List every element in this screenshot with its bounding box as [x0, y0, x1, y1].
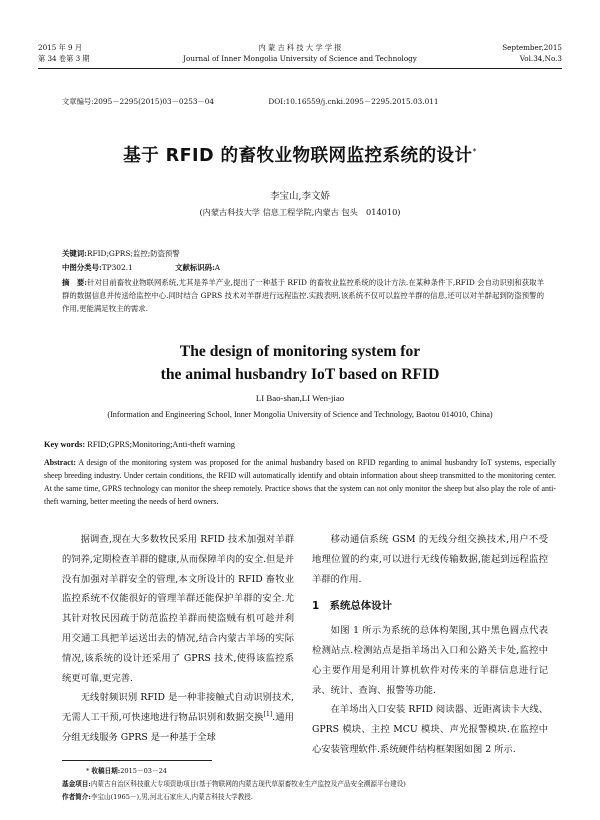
body-paragraph: 在羊场出入口安装 RFID 阅读器、近距离读卡大线、GPRS 模块、主控 MCU 模块、声光报警模块.在监控中心安装管理软件.系统硬件结构框架图如图 2 所示.	[312, 704, 548, 755]
body-column-left	[62, 530, 294, 748]
footnote-received	[86, 765, 167, 777]
fund-label: 基金项目:	[62, 780, 91, 788]
doc-code: A	[214, 263, 221, 272]
received-label: 收稿日期:	[91, 767, 121, 775]
header-date-cn: 2015 年 9 月	[38, 43, 83, 52]
keywords-en	[44, 440, 235, 449]
author-bio-label: 作者简介:	[62, 793, 91, 801]
authors-cn: 李宝山,李文娇	[269, 191, 331, 202]
paper-title-en-line1: The design of monitoring system for	[179, 343, 421, 360]
paper-title-cn	[0, 142, 600, 167]
header-divider	[38, 68, 562, 69]
doc-code-label: 文献标识码:	[175, 263, 215, 272]
paper-title-cn-text: 基于 RFID 的畜牧业物联网监控系统的设计	[123, 146, 473, 166]
fund-text: 内蒙古自治区科技重大专项资助项目(基于物联网的内蒙古现代草原畜牧业生产监控及产品安全溯源平台建设)	[90, 780, 406, 788]
citation-ref: [1]	[263, 711, 273, 719]
abstract-en-text: A design of the monitoring system was proposed for the animal husbandry based on RFID regarding to animal husbandry IoT systems, especially sheep breeding industry. Under certain conditions, the RFID will automatically identify and obtain information about sheep transmitted to the monitoring center. At the same time, GPRS technology can monitor the sheep remotely. Practice shows that the system can not only monitor the sheep but also play the role of anti-theft warning, better meeting the needs of herd owners.	[44, 458, 556, 506]
header-date-en: September,2015	[502, 43, 562, 52]
footnote-author	[62, 791, 253, 803]
abstract-cn-label: 摘 要:	[62, 278, 88, 287]
body-text: 无线射频识别 RFID 是一种非接触式自动识别技术,无需人工干预,可快速地进行物品识别和数据交换	[62, 692, 294, 724]
doi: DOI:10.16559/j.cnki.2095－2295.2015.03.011	[268, 97, 439, 106]
clc-label: 中图分类号:	[62, 263, 102, 272]
header-issue-en	[502, 42, 562, 64]
header-journal-name	[38, 42, 562, 64]
body-paragraph: 如图 1 所示为系统的总体构架图,其中黑色圆点代表检测站点.检测站点是指羊场出入口和公路关卡处,监控中心主要作用是利用计算机软件对传来的羊群信息进行记录、统计、查询、报警等功能.	[312, 625, 548, 696]
abstract-en-label: Abstract:	[44, 458, 76, 467]
body-column-right	[312, 530, 548, 760]
affiliation-cn: (内蒙古科技大学 信息工程学院,内蒙古 包头 014010)	[199, 207, 401, 217]
journal-name-cn: 内 蒙 古 科 技 大 学 学 报	[258, 43, 342, 52]
author-bio-text: 李宝山(1965－),男,河北石家庄人,内蒙古科技大学教授.	[90, 793, 253, 801]
paper-title-en-line2: the animal husbandry IoT based on RFID	[160, 366, 440, 383]
keywords-en-label: Key words:	[44, 440, 86, 449]
body-text: .通用分组无线服务 GPRS 是一种基于全球	[62, 712, 294, 743]
paper-title-en	[0, 340, 600, 386]
article-number: 文章编号:2095－2295(2015)03－0253－04	[62, 97, 215, 106]
header-volume-en: Vol.34,No.3	[519, 54, 562, 63]
footnote-fund	[62, 778, 406, 790]
keywords-cn-text: RFID;GPRS;监控;防盗预警	[86, 249, 180, 258]
footnote-mark: *	[86, 767, 90, 775]
body-paragraph: 移动通信系统 GSM 的无线分组交换技术,用户不受地理位置的约束,可以进行无线传输数据,能起到远程监控羊群的作用.	[312, 534, 548, 585]
header-volume-cn: 第 34 卷第 3 期	[38, 54, 90, 63]
body-paragraph	[62, 688, 294, 747]
abstract-en	[44, 456, 556, 508]
keywords-cn-label: 关键词:	[62, 249, 87, 258]
abstract-cn-text: 针对目前畜牧业物联网系统,尤其是养羊产业,提出了一种基于 RFID 的畜牧业监控系统的设计方法.在某种条件下,RFID 会自动识别和获取羊群的数据信息并传送给监控中心.同时结合 GPRS 技术对羊群进行远程监控.实践表明,该系统不仅可以监控羊群的信息,还可以对羊群起到防盗预警的作用,更能满足牧主的需求.	[62, 278, 545, 314]
received-date: 2015－03－24	[120, 767, 167, 775]
title-footnote-mark: *	[472, 147, 477, 157]
abstract-cn	[62, 276, 544, 316]
authors-en: LI Bao-shan,LI Wen-jiao	[255, 393, 345, 403]
body-paragraph: 据调查,现在大多数牧民采用 RFID 技术加强对羊群的饲养,定期检查羊群的健康,从而保障羊肉的安全.但是并没有加强对羊群安全的管理,本文所设计的 RFID 畜牧业监控系统不仅能很好的管理羊群还能保护羊群的安全.尤其针对牧民因疏于防范监控羊群而使盗贼有机可趁并利用交通工具把羊运送出去的情况,结合内蒙古羊场的实际情况,该系统的设计还采用了 GPRS 技术,使得该监控系统更可靠,更完善.	[62, 534, 294, 684]
journal-name-en: Journal of Inner Mongolia University of Science and Technology	[183, 54, 417, 63]
clc-code: TP302.1	[101, 263, 133, 272]
running-header	[38, 42, 562, 66]
article-meta	[62, 97, 439, 107]
keywords-en-text: RFID;GPRS;Monitoring;Anti-theft warning	[85, 440, 235, 449]
classification	[62, 262, 220, 274]
footnote-divider	[62, 760, 212, 761]
keywords-cn	[62, 248, 180, 260]
section-heading: 1 系统总体设计	[312, 600, 392, 613]
affiliation-en: (Information and Engineering School, Inner Mongolia University of Science and Technology, Baotou 014010, China)	[107, 410, 493, 419]
